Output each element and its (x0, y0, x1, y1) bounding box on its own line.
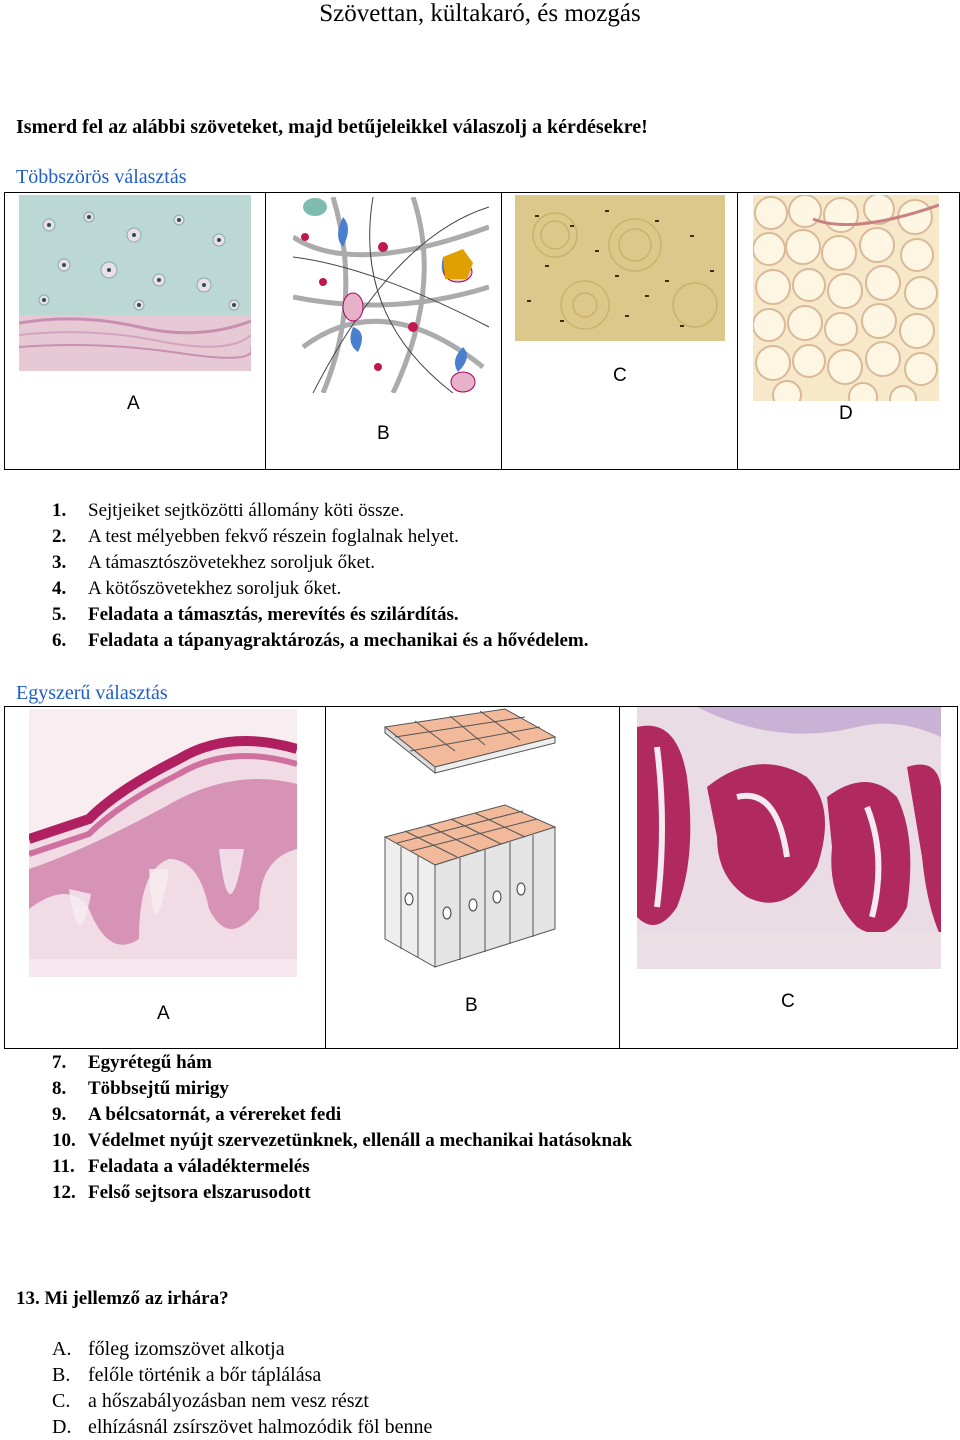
adipose-tissue-image (753, 195, 939, 401)
question-9: 9. A bélcsatornát, a vérereket fedi (52, 1104, 342, 1125)
label-c: C (613, 365, 627, 386)
question-11: 11. Feladata a váladéktermelés (52, 1156, 310, 1177)
instruction: Ismerd fel az alábbi szöveteket, majd betűjeleikkel válaszolj a kérdésekre! (16, 116, 648, 138)
question-5: 5. Feladata a támasztás, merevítés és szilárdítás. (52, 604, 459, 625)
cartilage-tissue-image (19, 195, 251, 371)
option-a: A. főleg izomszövet alkotja (52, 1338, 285, 1360)
gland-tissue-image (637, 707, 941, 969)
question-10: 10. Védelmet nyújt szervezetünknek, ellenáll a mechanikai hatásoknak (52, 1130, 633, 1151)
label-c: C (781, 991, 795, 1012)
question-2: 2. A test mélyebben fekvő részein foglalnak helyet. (52, 526, 459, 547)
option-b: B. felőle történik a bőr táplálása (52, 1364, 322, 1386)
option-c: C. a hőszabályozásban nem vesz részt (52, 1390, 369, 1412)
label-b: B (465, 995, 478, 1016)
bone-tissue-image (515, 195, 725, 341)
section-heading-multiple-choice: Többszörös választás (16, 166, 187, 188)
tissue-image-table-2 (4, 706, 958, 1049)
section-heading-single-choice: Egyszerű választás (16, 682, 168, 704)
question-1: 1. Sejtjeiket sejtközötti állomány köti össze. (52, 500, 405, 521)
question-7: 7. Egyrétegű hám (52, 1052, 213, 1073)
label-a: A (157, 1003, 170, 1024)
label-b: B (377, 423, 390, 444)
epithelium-diagram (375, 707, 565, 969)
label-a: A (127, 393, 140, 414)
label-d: D (839, 403, 853, 424)
question-13: 13. Mi jellemző az irhára? (16, 1288, 229, 1309)
connective-tissue-image (293, 197, 489, 393)
page-title: Szövettan, kültakaró, és mozgás (319, 0, 641, 27)
question-4: 4. A kötőszövetekhez soroljuk őket. (52, 578, 342, 599)
option-d: D. elhízásnál zsírszövet halmozódik föl benne (52, 1416, 433, 1438)
tissue-image-table-1 (4, 192, 960, 470)
question-3: 3. A támasztószövetekhez soroljuk őket. (52, 552, 376, 573)
question-6: 6. Feladata a tápanyagraktározás, a mechanikai és a hővédelem. (52, 630, 589, 651)
question-8: 8. Többsejtű mirigy (52, 1078, 229, 1099)
epidermis-image (29, 709, 297, 977)
question-12: 12. Felső sejtsora elszarusodott (52, 1182, 311, 1203)
